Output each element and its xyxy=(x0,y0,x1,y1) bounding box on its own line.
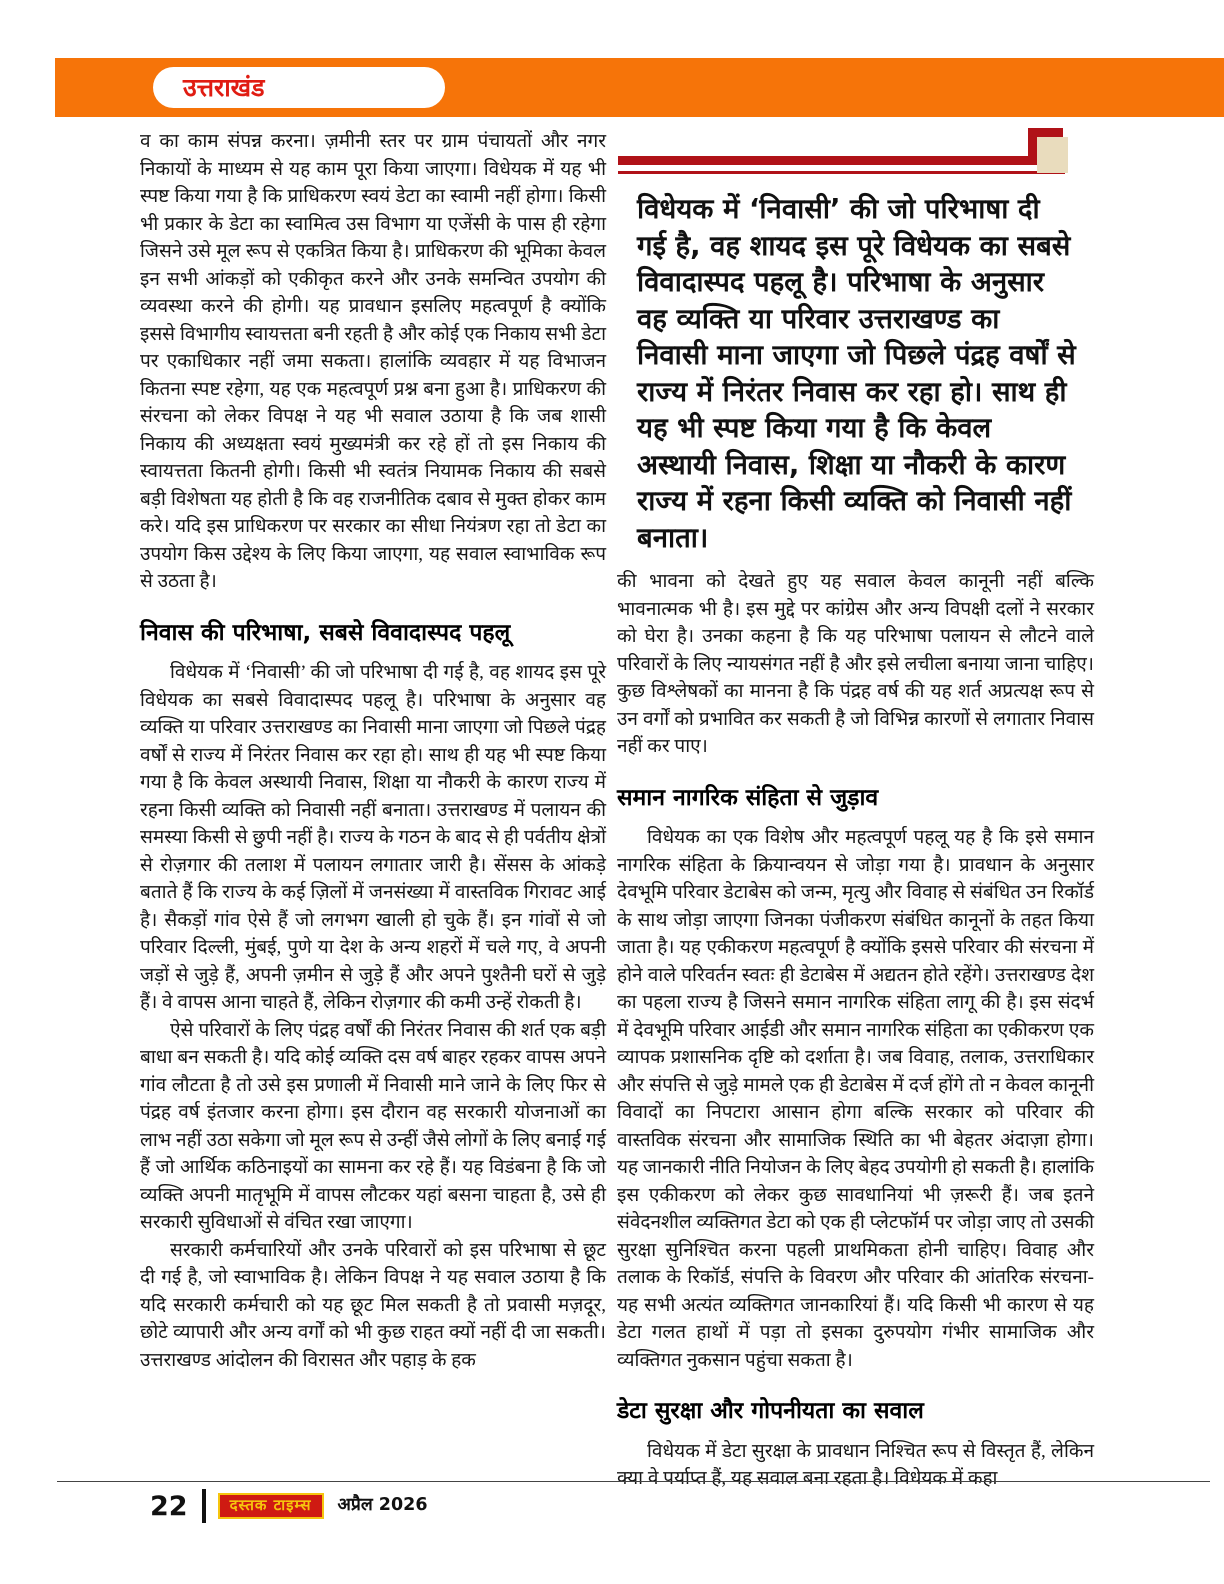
footer-separator-bar xyxy=(202,1489,206,1523)
pullquote-corner-square xyxy=(1037,137,1068,173)
issue-date: अप्रैल 2026 xyxy=(337,1495,428,1516)
pullquote-rule-cap xyxy=(1028,128,1063,137)
body-paragraph: विधेयक में ‘निवासी’ की जो परिभाषा दी गई है, वह शायद इस पूरे विधेयक का सबसे विवादास्पद पहलू है। परिभाषा के अनुसार वह व्यक्ति या परिवार उत्तराखण्ड का निवासी माना जाएगा जो पिछले पंद्रह वर्षों से राज्य में निरंतर निवास कर रहा हो। साथ ही यह भी स्पष्ट किया गया है कि केवल अस्थायी निवास, शिक्षा या नौकरी के कारण राज्य में रहना किसी व्यक्ति को निवासी नहीं बनाता। उत्तराखण्ड में पलायन की समस्या किसी से छुपी नहीं है। राज्य के गठन के बाद से ही पर्वतीय क्षेत्रों से रोज़गार की तलाश में पलायन लगातार जारी है। सेंसस के आंकड़े बताते हैं कि राज्य के कई ज़िलों में जनसंख्या में वास्तविक गिरावट आई है। सैकड़ों गांव ऐसे हैं जो लगभग खाली हो चुके हैं। इन गांवों से जो परिवार दिल्ली, मुंबई, पुणे या देश के अन्य शहरों में चले गए, वे अपनी जड़ों से जुड़े हैं, अपनी ज़मीन से जुड़े हैं और अपने पुश्तैनी घरों से जुड़े हैं। वे वापस आना चाहते हैं, लेकिन रोज़गार की कमी उन्हें रोकती है। xyxy=(140,662,606,1014)
footer-divider xyxy=(57,1481,1210,1482)
section-band xyxy=(55,58,1224,117)
footer xyxy=(150,1486,428,1526)
section-heading-data-security: डेटा सुरक्षा और गोपनीयता का सवाल xyxy=(617,1398,924,1425)
left-column xyxy=(140,128,606,1374)
page-number: 22 xyxy=(150,1490,188,1522)
body-paragraph: ऐसे परिवारों के लिए पंद्रह वर्षों की निरंतर निवास की शर्त एक बड़ी बाधा बन सकती है। यदि कोई व्यक्ति दस वर्ष बाहर रहकर वापस अपने गांव लौटता है तो उसे इस प्रणाली में निवासी माने जाने के लिए फिर से पंद्रह वर्ष इंतजार करना होगा। इस दौरान वह सरकारी योजनाओं का लाभ नहीं उठा सकेगा जो मूल रूप से उन्हीं जैसे लोगों के लिए बनाई गई हैं जो आर्थिक कठिनाइयों का सामना कर रहे हैं। यह विडंबना है कि जो व्यक्ति अपनी मातृभूमि में वापस लौटकर यहां बसना चाहता है, उसे ही सरकारी सुविधाओं से वंचित रखा जाएगा। xyxy=(140,1019,606,1234)
section-label-pill xyxy=(153,67,445,108)
body-paragraph: विधेयक का एक विशेष और महत्वपूर्ण पहलू यह है कि इसे समान नागरिक संहिता के क्रियान्वयन से जोड़ा गया है। प्रावधान के अनुसार देवभूमि परिवार डेटाबेस को जन्म, मृत्यु और विवाह से संबंधित उन रिकॉर्ड के साथ जोड़ा जाएगा जिनका पंजीकरण संबंधित कानूनों के तहत किया जाता है। यह एकीकरण महत्वपूर्ण है क्योंकि इससे परिवार की संरचना में होने वाले परिवर्तन स्वतः ही डेटाबेस में अद्यतन होते रहेंगे। उत्तराखण्ड देश का पहला राज्य है जिसने समान नागरिक संहिता लागू की है। इस संदर्भ में देवभूमि परिवार आईडी और समान नागरिक संहिता का एकीकरण एक व्यापक प्रशासनिक दृष्टि को दर्शाता है। जब विवाह, तलाक, उत्तराधिकार और संपत्ति से जुड़े मामले एक ही डेटाबेस में दर्ज होंगे तो न केवल कानूनी विवादों का निपटारा आसान होगा बल्कि सरकार को परिवार की वास्तविक संरचना और सामाजिक स्थिति का भी बेहतर अंदाज़ा होगा। यह जानकारी नीति नियोजन के लिए बेहद उपयोगी हो सकती है। हालांकि इस एकीकरण को लेकर कुछ सावधानियां भी ज़रूरी हैं। जब इतने संवेदनशील व्यक्तिगत डेटा को एक ही प्लेटफॉर्म पर जोड़ा जाए तो उसकी सुरक्षा सुनिश्चित करना पहली प्राथमिकता होनी चाहिए। विवाह और तलाक के रिकॉर्ड, संपत्ति के विवरण और परिवार की आंतरिक संरचना- यह सभी अत्यंत व्यक्तिगत जानकारियां हैं। यदि किसी भी कारण से यह डेटा गलत हाथों में पड़ा तो इसका दुरुपयोग गंभीर सामाजिक और व्यक्तिगत नुकसान पहुंचा सकता है। xyxy=(617,827,1094,1371)
body-paragraph: विधेयक में डेटा सुरक्षा के प्रावधान निश्चित रूप से विस्तृत हैं, लेकिन क्या वे पर्याप्त हैं, यह सवाल बना रहता है। विधेयक में कहा xyxy=(617,1440,1094,1490)
pull-quote: विधेयक में ‘निवासी’ की जो परिभाषा दी गई है, वह शायद इस पूरे विधेयक का सबसे विवादास्पद पहलू है। परिभाषा के अनुसार वह व्यक्ति या परिवार उत्तराखण्ड का निवासी माना जाएगा जो पिछले पंद्रह वर्षों से राज्य में निरंतर निवास कर रहा हो। साथ ही यह भी स्पष्ट किया गया है कि केवल अस्थायी निवास, शिक्षा या नौकरी के कारण राज्य में रहना किसी व्यक्ति को निवासी नहीं बनाता। xyxy=(637,193,1076,554)
pullquote-rule-thick xyxy=(618,156,1030,165)
pullquote-rule-thin xyxy=(618,171,1065,174)
body-paragraph: की भावना को देखते हुए यह सवाल केवल कानूनी नहीं बल्कि भावनात्मक भी है। इस मुद्दे पर कांग्रेस और अन्य विपक्षी दलों ने सरकार को घेरा है। उनका कहना है कि यह परिभाषा पलायन से लौटने वाले परिवारों के लिए न्यायसंगत नहीं है और इसे लचीला बनाया जाना चाहिए। कुछ विश्लेषकों का मानना है कि पंद्रह वर्ष की यह शर्त अप्रत्यक्ष रूप से उन वर्गों को प्रभावित कर सकती है जो विभिन्न कारणों से लगातार निवास नहीं कर पाए। xyxy=(617,571,1094,757)
section-label: उत्तराखंड xyxy=(183,73,265,102)
body-paragraph: सरकारी कर्मचारियों और उनके परिवारों को इस परिभाषा से छूट दी गई है, जो स्वाभाविक है। लेकिन विपक्ष ने यह सवाल उठाया है कि यदि सरकारी कर्मचारी को यह छूट मिल सकती है तो प्रवासी मज़दूर, छोटे व्यापारी और अन्य वर्गों को भी कुछ राहत क्यों नहीं दी जा सकती। उत्तराखण्ड आंदोलन की विरासत और पहाड़ के हक xyxy=(140,1239,606,1371)
body-paragraph: व का काम संपन्न करना। ज़मीनी स्तर पर ग्राम पंचायतों और नगर निकायों के माध्यम से यह काम पूरा किया जाएगा। विधेयक में यह भी स्पष्ट किया गया है कि प्राधिकरण स्वयं डेटा का स्वामी नहीं होगा। किसी भी प्रकार के डेटा का स्वामित्व उस विभाग या एजेंसी के पास ही रहेगा जिसने उसे मूल रूप से एकत्रित किया है। प्राधिकरण की भूमिका केवल इन सभी आंकड़ों को एकीकृत करने और उनके समन्वित उपयोग की व्यवस्था करने की होगी। यह प्रावधान इसलिए महत्वपूर्ण है क्योंकि इससे विभागीय स्वायत्तता बनी रहती है और कोई एक निकाय सभी डेटा पर एकाधिकार नहीं जमा सकता। हालांकि व्यवहार में यह विभाजन कितना स्पष्ट रहेगा, यह एक महत्वपूर्ण प्रश्न बना हुआ है। प्राधिकरण की संरचना को लेकर विपक्ष ने यह भी सवाल उठाया है कि जब शासी निकाय की अध्यक्षता स्वयं मुख्यमंत्री कर रहे हों तो इस निकाय की स्वायत्तता कितनी होगी। किसी भी स्वतंत्र नियामक निकाय की सबसे बड़ी विशेषता यह होती है कि वह राजनीतिक दबाव से मुक्त होकर काम करे। यदि इस प्राधिकरण पर सरकार का सीधा नियंत्रण रहा तो डेटा का उपयोग किस उद्देश्य के लिए किया जाएगा, यह सवाल स्वाभाविक रूप से उठता है। xyxy=(140,131,606,592)
section-heading-ucc-link: समान नागरिक संहिता से जुड़ाव xyxy=(617,784,879,811)
magazine-logo: दस्तक टाइम्स xyxy=(218,1493,324,1519)
section-heading-residence-definition: निवास की परिभाषा, सबसे विवादास्पद पहलू xyxy=(140,619,511,646)
pullquote-decoration xyxy=(617,128,1094,174)
right-column xyxy=(617,128,1094,1493)
